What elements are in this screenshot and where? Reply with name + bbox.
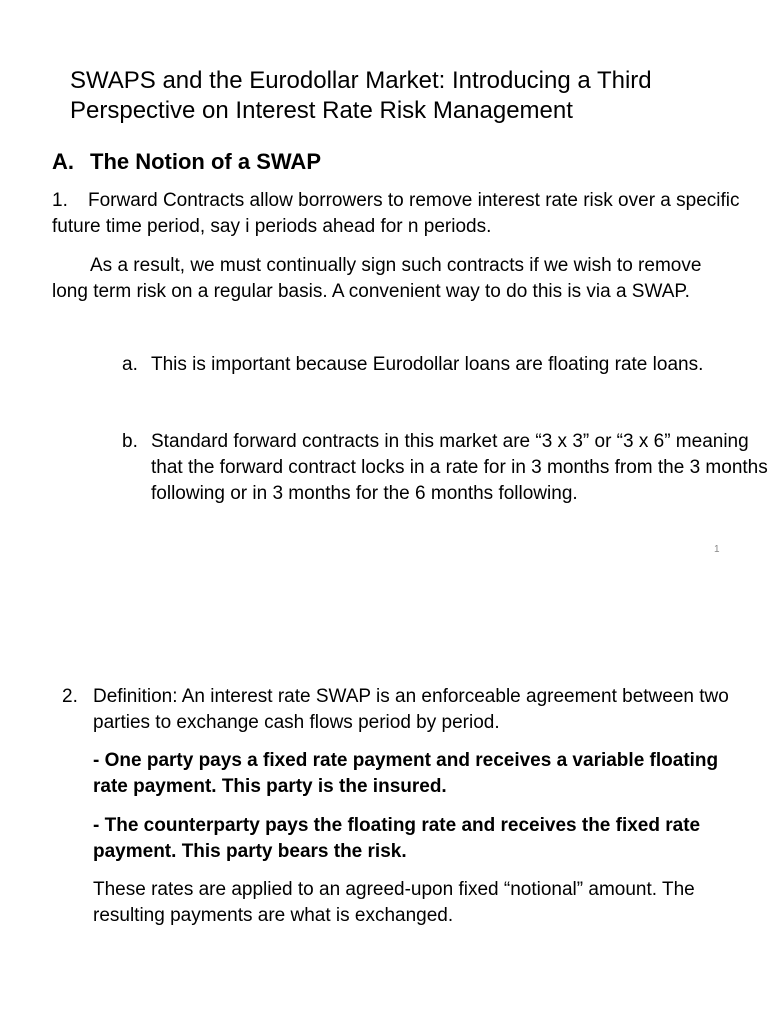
list-item-text: Standard forward contracts in this market are “3 x 3” or “3 x 6” meaning that the forward contract locks in a rate for in 3 months from the 3 months following or in 3 months for the 6 months following.	[151, 431, 768, 504]
paragraph-as-a-result: As a result, we must continually sign such contracts if we wish to remove long term risk on a regular basis. A convenient way to do this is via a SWAP.	[52, 255, 702, 302]
counterparty-note: - The counterparty pays the floating rate and receives the fixed rate payment. This party bears the risk.	[93, 815, 701, 862]
list-item-b	[122, 429, 768, 507]
list-item-a	[122, 352, 768, 378]
fixed-rate-party-note: - One party pays a fixed rate payment and receives a variable floating rate payment. This party is the insured.	[93, 750, 719, 797]
list-marker: b.	[122, 431, 138, 452]
paragraph-text: Forward Contracts allow borrowers to remove interest rate risk over a specific future time period, say i periods ahead for n periods.	[52, 190, 740, 237]
definition-text: Definition: An interest rate SWAP is an enforceable agreement between two parties to exchange cash flows period by period.	[93, 686, 729, 733]
definition-number: 2.	[62, 686, 78, 707]
definition-paragraph	[62, 684, 753, 736]
section-heading-text: The Notion of a SWAP	[90, 149, 321, 174]
paragraph-number: 1.	[52, 190, 68, 211]
section-heading	[52, 148, 321, 176]
list-marker: a.	[122, 354, 138, 375]
list-item-text: This is important because Eurodollar loans are floating rate loans.	[151, 354, 704, 375]
page-number: 1	[714, 544, 720, 555]
paragraph-forward-contracts	[52, 188, 752, 240]
notional-amount-paragraph: These rates are applied to an agreed-upon fixed “notional” amount. The resulting payments are what is exchanged.	[93, 879, 695, 926]
document-title: SWAPS and the Eurodollar Market: Introducing a Third Perspective on Interest Rate Risk Management	[70, 67, 652, 124]
section-letter: A.	[52, 149, 74, 174]
